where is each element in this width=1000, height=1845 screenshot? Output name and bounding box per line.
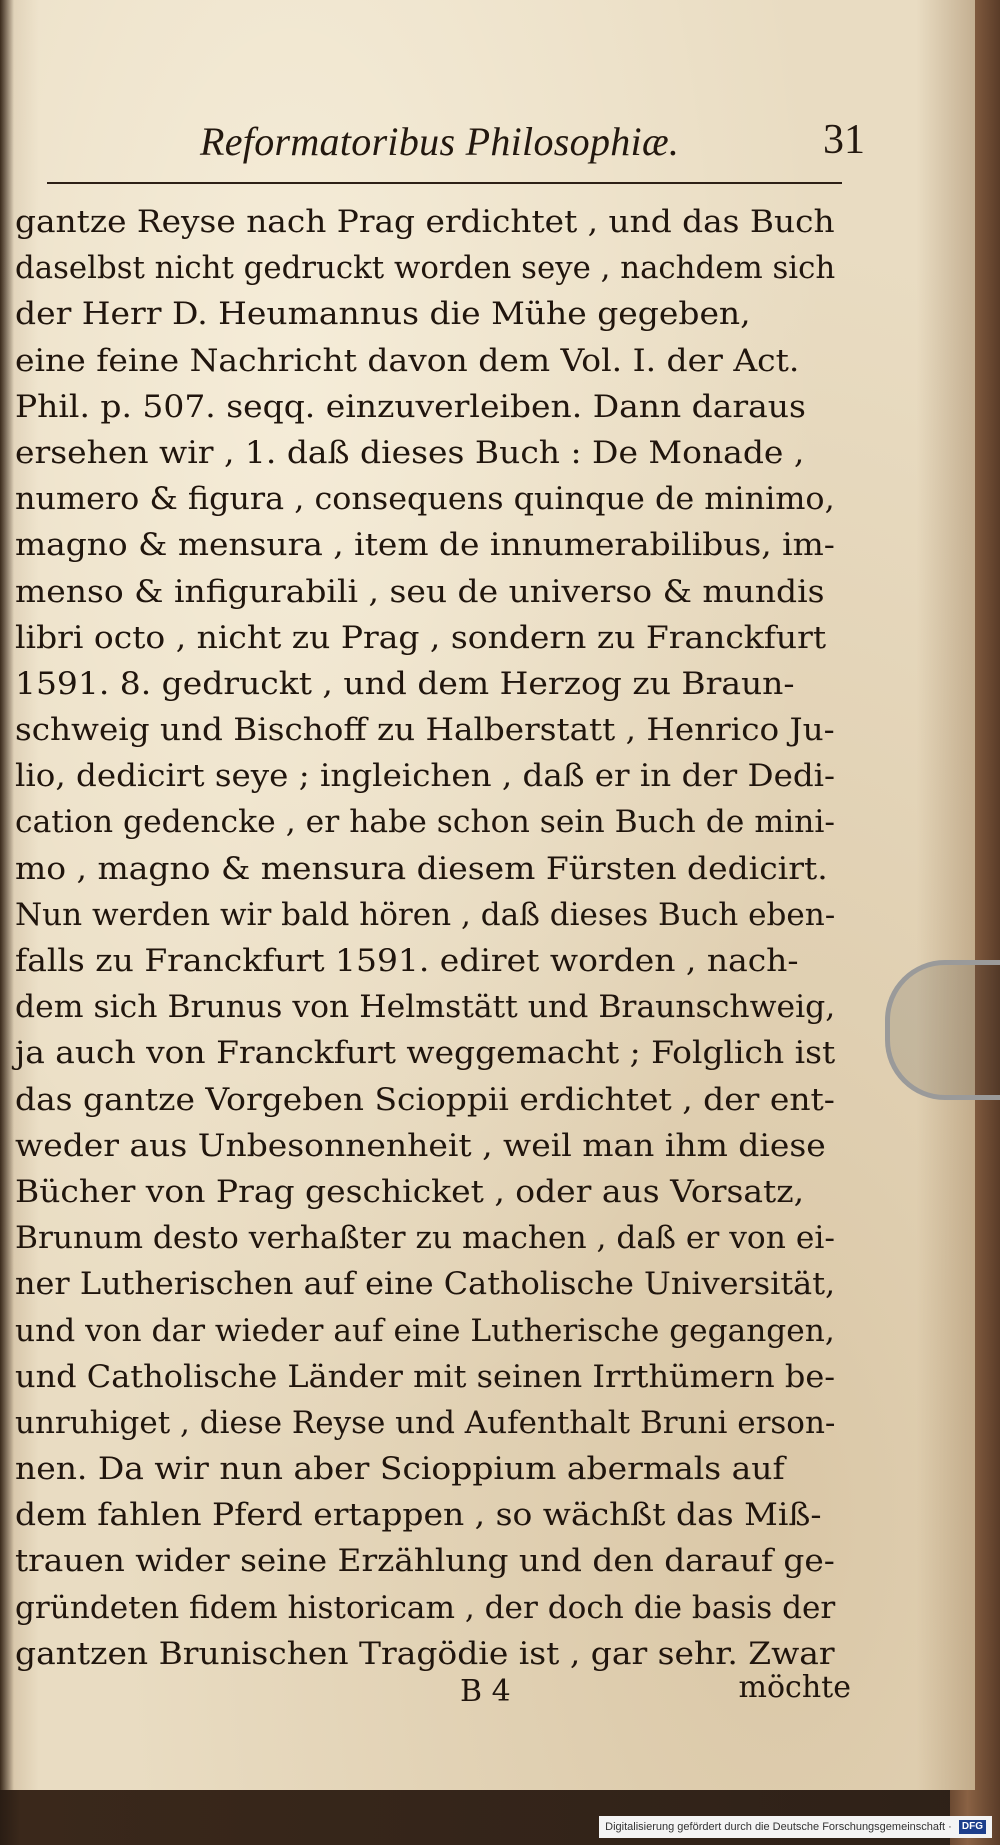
text-line: der Herr D. Heumannus die Mühe gegeben, (15, 297, 751, 333)
spine-shadow (0, 0, 14, 1790)
text-line: ner Lutherischen auf eine Catholische Universität, (15, 1267, 836, 1303)
text-line: und von dar wieder auf eine Lutherische gegangen, (15, 1313, 835, 1349)
text-line: dem fahlen Pferd ertappen , so wächßt das Miß- (15, 1498, 822, 1534)
text-line: dem sich Brunus von Helmstätt und Braunschweig, (15, 990, 836, 1026)
header-rule (47, 182, 842, 184)
digitization-credit (599, 1816, 992, 1838)
text-line: menso & infigurabili , seu de universo & mundis (15, 574, 825, 610)
text-line: mo , magno & mensura diesem Fürsten dedicirt. (15, 851, 828, 887)
text-line: falls zu Franckfurt 1591. ediret worden , nach- (15, 944, 799, 979)
running-head: Reformatoribus Philosophiæ. (200, 119, 680, 164)
text-line: cation gedencke , er habe schon sein Buch de mini- (15, 805, 836, 841)
text-line: daselbst nicht gedruckt worden seye , nachdem sich (15, 251, 836, 287)
text-line: Bücher von Prag geschicket , oder aus Vorsatz, (15, 1174, 805, 1210)
page-header (15, 110, 865, 170)
dfg-logo: DFG (959, 1820, 986, 1834)
text-line: Nun werden wir bald hören , daß dieses Buch eben- (15, 897, 836, 933)
text-line: trauen wider seine Erzählung und den darauf ge- (15, 1544, 835, 1580)
text-line: und Catholische Länder mit seinen Irrthümern be- (15, 1359, 836, 1395)
text-line: libri octo , nicht zu Prag , sondern zu Franckfurt (15, 620, 827, 656)
text-line: nen. Da wir nun aber Scioppium abermals auf (15, 1452, 785, 1488)
page-footer (15, 1670, 855, 1724)
text-line: gründeten fidem historicam , der doch die basis der (15, 1590, 836, 1626)
page-clip (885, 960, 1000, 1100)
text-line: ja auch von Franckfurt weggemacht ; Folglich ist (15, 1036, 836, 1072)
text-line: lio, dedicirt seye ; ingleichen , daß er in der Dedi- (15, 759, 836, 795)
page-number: 31 (823, 117, 865, 163)
text-line: magno & mensura , item de innumerabilibus, im- (15, 528, 835, 564)
text-line: schweig und Bischoff zu Halberstatt , Henrico Ju- (15, 713, 835, 749)
page-content (15, 110, 865, 1724)
text-line: gantzen Brunischen Tragödie ist , gar sehr. Zwar (15, 1636, 835, 1672)
signature-mark: B 4 (460, 1674, 511, 1709)
text-line: das gantze Vorgeben Scioppii erdichtet , der ent- (15, 1082, 835, 1118)
text-line: unruhiget , diese Reyse und Aufenthalt Bruni erson- (15, 1405, 836, 1441)
credit-text: Digitalisierung gefördert durch die Deutsche Forschungsgemeinschaft · (605, 1821, 952, 1833)
text-line: Brunum desto verhaßter zu machen , daß er von ei- (15, 1221, 835, 1257)
text-line: numero & figura , consequens quinque de minimo, (15, 482, 835, 518)
text-line: eine feine Nachricht davon dem Vol. I. der Act. (15, 343, 800, 379)
text-line: 1591. 8. gedruckt , und dem Herzog zu Braun- (15, 666, 795, 702)
body-text (15, 200, 855, 1678)
text-line: Phil. p. 507. seqq. einzuverleiben. Dann daraus (15, 389, 806, 425)
catchword: möchte (738, 1670, 851, 1705)
text-line: ersehen wir , 1. daß dieses Buch : De Monade , (15, 435, 805, 471)
text-line: weder aus Unbesonnenheit , weil man ihm diese (15, 1128, 826, 1164)
text-line: gantze Reyse nach Prag erdichtet , und das Buch (15, 205, 835, 240)
